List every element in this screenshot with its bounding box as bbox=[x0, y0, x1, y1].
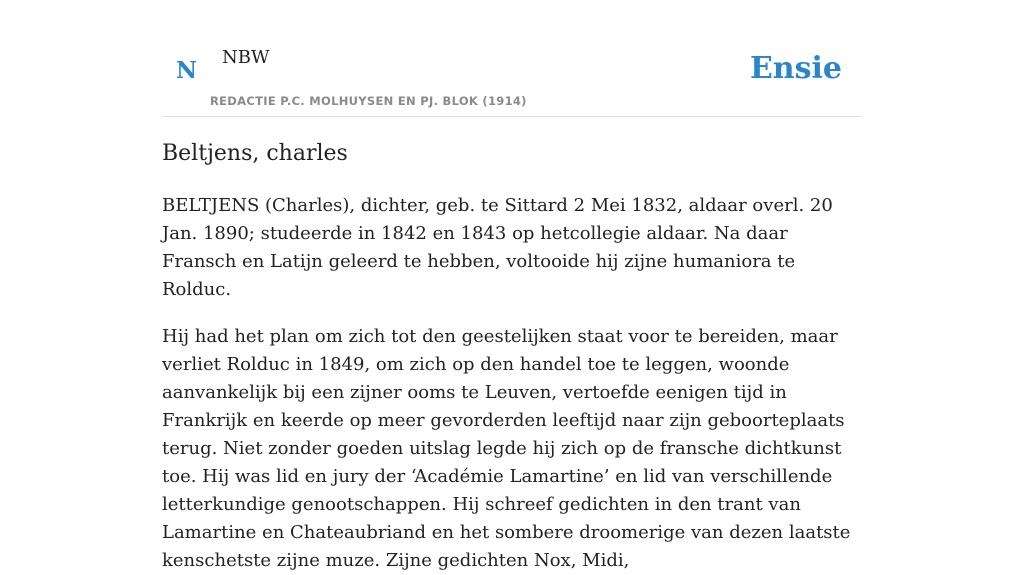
entry-article bbox=[162, 138, 862, 575]
entry-body bbox=[162, 192, 862, 575]
entry-paragraph: BELTJENS (Charles), dichter, geb. te Sittard 2 Mei 1832, aldaar overl. 20 Jan. 1890; studeerde in 1842 en 1843 op hetcollegie aldaar. Na daar Fransch en Latijn geleerd te hebben, voltooide hij zijne humaniora te Rolduc. bbox=[162, 195, 833, 300]
brand-logo[interactable]: Ensie bbox=[749, 51, 842, 86]
entry-title: Beltjens, charles bbox=[162, 141, 348, 166]
source-credit: REDACTIE P.C. MOLHUYSEN EN PJ. BLOK (1914) bbox=[210, 94, 527, 108]
source-title[interactable]: NBW bbox=[222, 47, 270, 68]
source-logo[interactable]: N bbox=[176, 57, 198, 84]
page-header bbox=[162, 0, 862, 117]
entry-paragraph: Hij had het plan om zich tot den geestelijken staat voor te bereiden, maar verliet Rolduc in 1849, om zich op den handel toe te leggen, woonde aanvankelijk bij een zijner ooms te Leuven, vertoefde eenigen tijd in Frankrijk en keerde op meer gevorderden leeftijd naar zijn geboorteplaats terug. Niet zonder goeden uitslag legde hij zich op de fransche dichtkunst toe. Hij was lid en jury der ‘Académie Lamartine’ en lid van verschillende letterkundige genootschappen. Hij schreef gedichten in den trant van Lamartine en Chateaubriand en het sombere droomerige van dezen laatste kenschetste zijne muze. Zijne gedichten Nox, Midi, bbox=[162, 326, 851, 571]
